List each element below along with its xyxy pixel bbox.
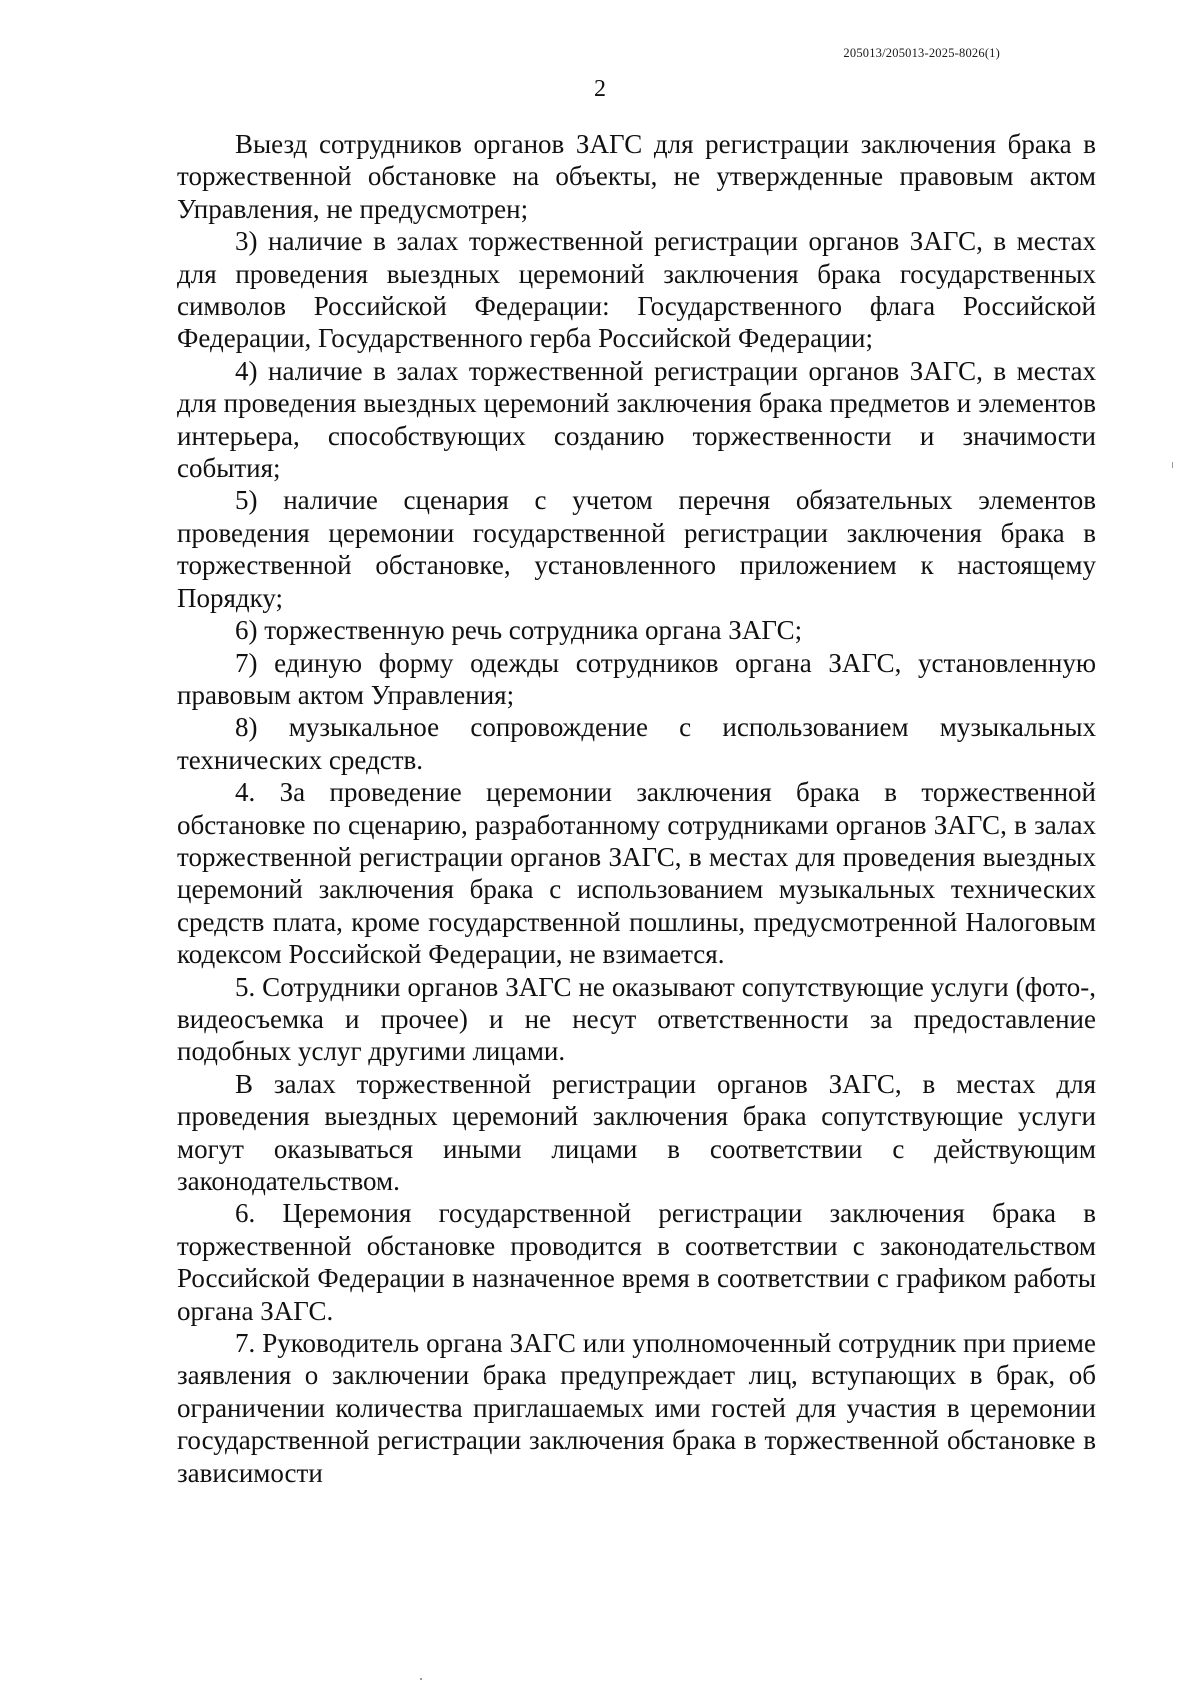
scan-artifact xyxy=(1172,462,1173,468)
paragraph-item-4-interior-elements: 4) наличие в залах торжественной регистрации органов ЗАГС, в местах для проведения выездных церемоний заключения брака предметов и элементов интерьера, способствующих созданию торжественности и значимости события; xyxy=(177,355,1096,484)
paragraph-item-7-uniform: 7) единую форму одежды сотрудников органа ЗАГС, установленную правовым актом Управления; xyxy=(177,647,1096,710)
page-number: 2 xyxy=(594,76,606,102)
paragraph-item-5-scenario: 5) наличие сценария с учетом перечня обязательных элементов проведения церемонии государственной регистрации заключения брака в торжественной обстановке, установленного приложением к настоящему Порядку; xyxy=(177,485,1096,613)
paragraph-section-6-schedule: 6. Церемония государственной регистрации заключения брака в торжественной обстановке проводится в соответствии с законодательством Российской Федерации в назначенное время в соответствии с графиком работы органа ЗАГС. xyxy=(177,1198,1096,1326)
paragraph-outside-venue-restriction: Выезд сотрудников органов ЗАГС для регистрации заключения брака в торжественной обстановке на объекты, не утвержденные правовым актом Управления, не предусмотрен; xyxy=(177,129,1096,224)
paragraph-item-6-speech: 6) торжественную речь сотрудника органа ЗАГС; xyxy=(235,615,803,646)
document-body xyxy=(177,128,1096,1489)
paragraph-section-5-related-services: 5. Сотрудники органов ЗАГС не оказывают сопутствующие услуги (фото-, видеосъемка и прочее) и не несут ответственности за предоставление подобных услуг другими лицами. xyxy=(177,971,1096,1067)
document-registration-number: 205013/205013-2025-8026(1) xyxy=(843,46,1000,60)
paragraph-section-7-guest-limit: 7. Руководитель органа ЗАГС или уполномоченный сотрудник при приеме заявления о заключении брака предупреждает лиц, вступающих в брак, об ограничении количества приглашаемых ими гостей для участия в церемонии государственной регистрации заключения брака в торжественной обстановке в зависимости xyxy=(177,1328,1096,1488)
paragraph-item-3-state-symbols: 3) наличие в залах торжественной регистрации органов ЗАГС, в местах для проведения выездных церемоний заключения брака государственных символов Российской Федерации: Государственного флага Российской Федерации, Государственного герба Российской Федерации; xyxy=(177,226,1096,354)
scan-artifact xyxy=(420,1678,422,1680)
paragraph-section-4-fee: 4. За проведение церемонии заключения брака в торжественной обстановке по сценарию, разработанному сотрудниками органов ЗАГС, в залах торжественной регистрации органов ЗАГС, в местах для проведения выездных церемоний заключения брака с использованием музыкальных технических средств плата, кроме государственной пошлины, предусмотренной Налоговым кодексом Российской Федерации, не взимается. xyxy=(177,777,1096,970)
paragraph-third-party-services: В залах торжественной регистрации органов ЗАГС, в местах для проведения выездных церемоний заключения брака сопутствующие услуги могут оказываться иными лицами в соответствии с действующим законодательством. xyxy=(177,1068,1096,1196)
paragraph-item-8-music: 8) музыкальное сопровождение с использованием музыкальных технических средств. xyxy=(177,712,1096,775)
